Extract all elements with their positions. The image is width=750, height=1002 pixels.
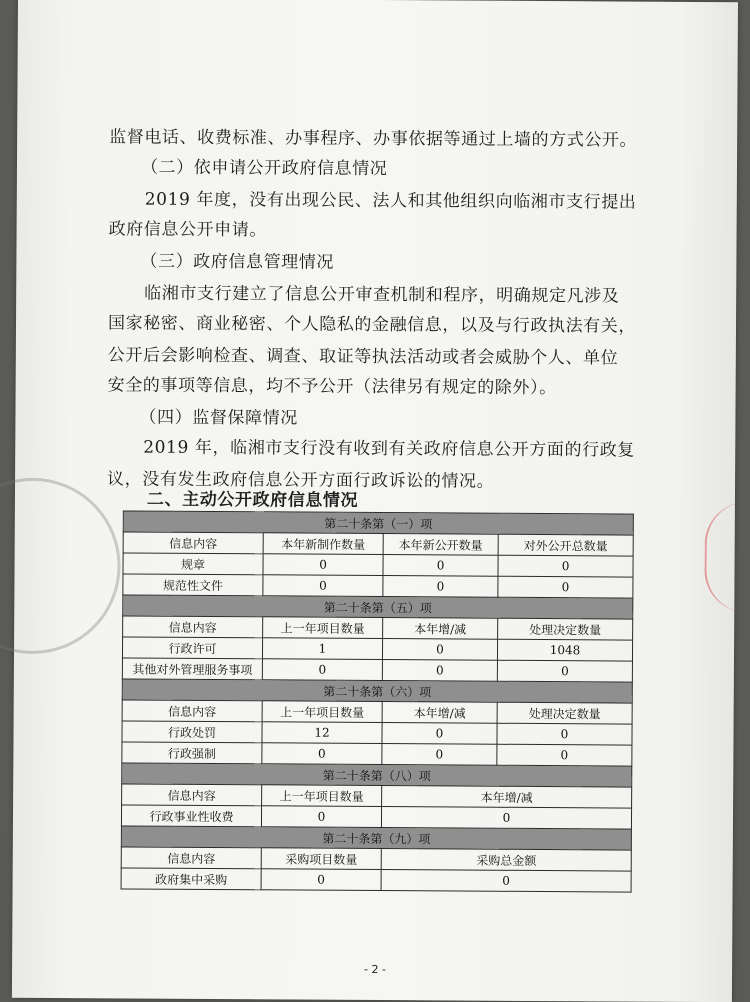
header-cell: 对外公开总数量 (498, 534, 633, 556)
subheading-3: （三）政府信息管理情况 (140, 251, 335, 273)
table-cell: 0 (261, 806, 381, 828)
header-cell: 信息内容 (123, 532, 263, 554)
table-cell: 行政事业性收费 (121, 805, 261, 827)
header-cell: 本年新制作数量 (263, 533, 383, 555)
section-title: 第二十条第（五）项 (123, 595, 633, 619)
table-cell: 0 (497, 723, 632, 745)
table-cell: 行政强制 (122, 742, 262, 764)
header-cell: 本年新公开数量 (383, 534, 498, 556)
document-page (12, 0, 738, 1002)
table-cell: 0 (262, 743, 382, 765)
faded-seal-stamp (0, 477, 121, 654)
body-line: 公开后会影响检查、调查、取证等执法活动或者会威胁个人、单位 (107, 345, 619, 369)
table-cell: 0 (262, 659, 382, 681)
table-cell: 0 (263, 575, 383, 597)
section-title: 第二十条第（一）项 (123, 511, 633, 535)
red-stamp-edge (704, 502, 747, 612)
table-cell: 1048 (497, 639, 632, 661)
table-cell: 1 (262, 638, 382, 660)
header-cell: 上一年项目数量 (262, 701, 382, 723)
header-cell: 信息内容 (122, 784, 262, 806)
body-line: 政府信息公开申请。 (108, 219, 268, 241)
table-cell: 规范性文件 (123, 574, 263, 596)
table-cell: 0 (263, 554, 383, 576)
table-cell: 0 (382, 723, 497, 745)
table-cell: 其他对外管理服务事项 (122, 658, 262, 680)
body-line: 国家秘密、商业秘密、个人隐私的金融信息，以及与行政执法有关， (107, 313, 637, 337)
table-cell: 0 (497, 660, 632, 682)
table-cell: 12 (262, 722, 382, 744)
table-cell: 0 (383, 555, 498, 577)
table-cell: 0 (381, 870, 631, 893)
table-cell: 0 (383, 576, 498, 598)
header-cell: 本年增/减 (382, 702, 497, 724)
section-title: 第二十条第（六）项 (122, 679, 632, 703)
table-cell: 行政许可 (122, 637, 262, 659)
header-cell: 上一年项目数量 (263, 617, 383, 639)
table-cell: 政府集中采购 (121, 868, 261, 890)
table-cell: 0 (497, 744, 632, 766)
header-cell: 采购总金额 (381, 849, 631, 872)
header-cell: 本年增/减 (383, 618, 498, 640)
page-number: - 2 - (364, 962, 387, 977)
info-table (121, 510, 634, 892)
table-cell: 0 (381, 807, 631, 830)
body-text (107, 0, 670, 511)
table-cell: 0 (382, 660, 497, 682)
header-cell: 处理决定数量 (498, 618, 633, 640)
header-cell: 上一年项目数量 (262, 785, 382, 807)
section-title: 第二十条第（八）项 (122, 763, 632, 787)
table-cell: 0 (382, 639, 497, 661)
body-line: 安全的事项等信息，均不予公开（法律另有规定的除外）。 (107, 375, 557, 399)
table-cell: 0 (382, 744, 497, 766)
table-cell: 规章 (123, 553, 263, 575)
header-cell: 处理决定数量 (497, 702, 632, 724)
table-cell: 行政处罚 (122, 721, 262, 743)
body-line: 监督电话、收费标准、办事程序、办事依据等通过上墙的方式公开。 (109, 127, 638, 151)
table-cell: 0 (498, 576, 633, 598)
body-line: 2019 年，临湘市支行没有收到有关政府信息公开方面的行政复 (143, 437, 635, 461)
table-cell: 0 (261, 869, 381, 891)
header-cell: 采购项目数量 (261, 848, 381, 870)
body-line: 2019 年度，没有出现公民、法人和其他组织向临湘市支行提出 (144, 189, 637, 213)
section-heading: 二、主动公开政府信息情况 (146, 489, 359, 511)
body-line: 临湘市支行建立了信息公开审查机制和程序，明确规定凡涉及 (144, 283, 620, 307)
header-cell: 本年增/减 (382, 786, 632, 809)
subheading-4: （四）监督保障情况 (139, 407, 298, 429)
header-cell: 信息内容 (123, 616, 263, 638)
subheading-2: （二）依申请公开政府信息情况 (140, 157, 388, 180)
header-cell: 信息内容 (122, 700, 262, 722)
table-row (121, 868, 631, 892)
body-line: 议，没有发生政府信息公开方面行政诉讼的情况。 (107, 469, 495, 492)
table-cell: 0 (498, 555, 633, 577)
section-title: 第二十条第（九）项 (121, 826, 631, 850)
header-cell: 信息内容 (121, 847, 261, 869)
